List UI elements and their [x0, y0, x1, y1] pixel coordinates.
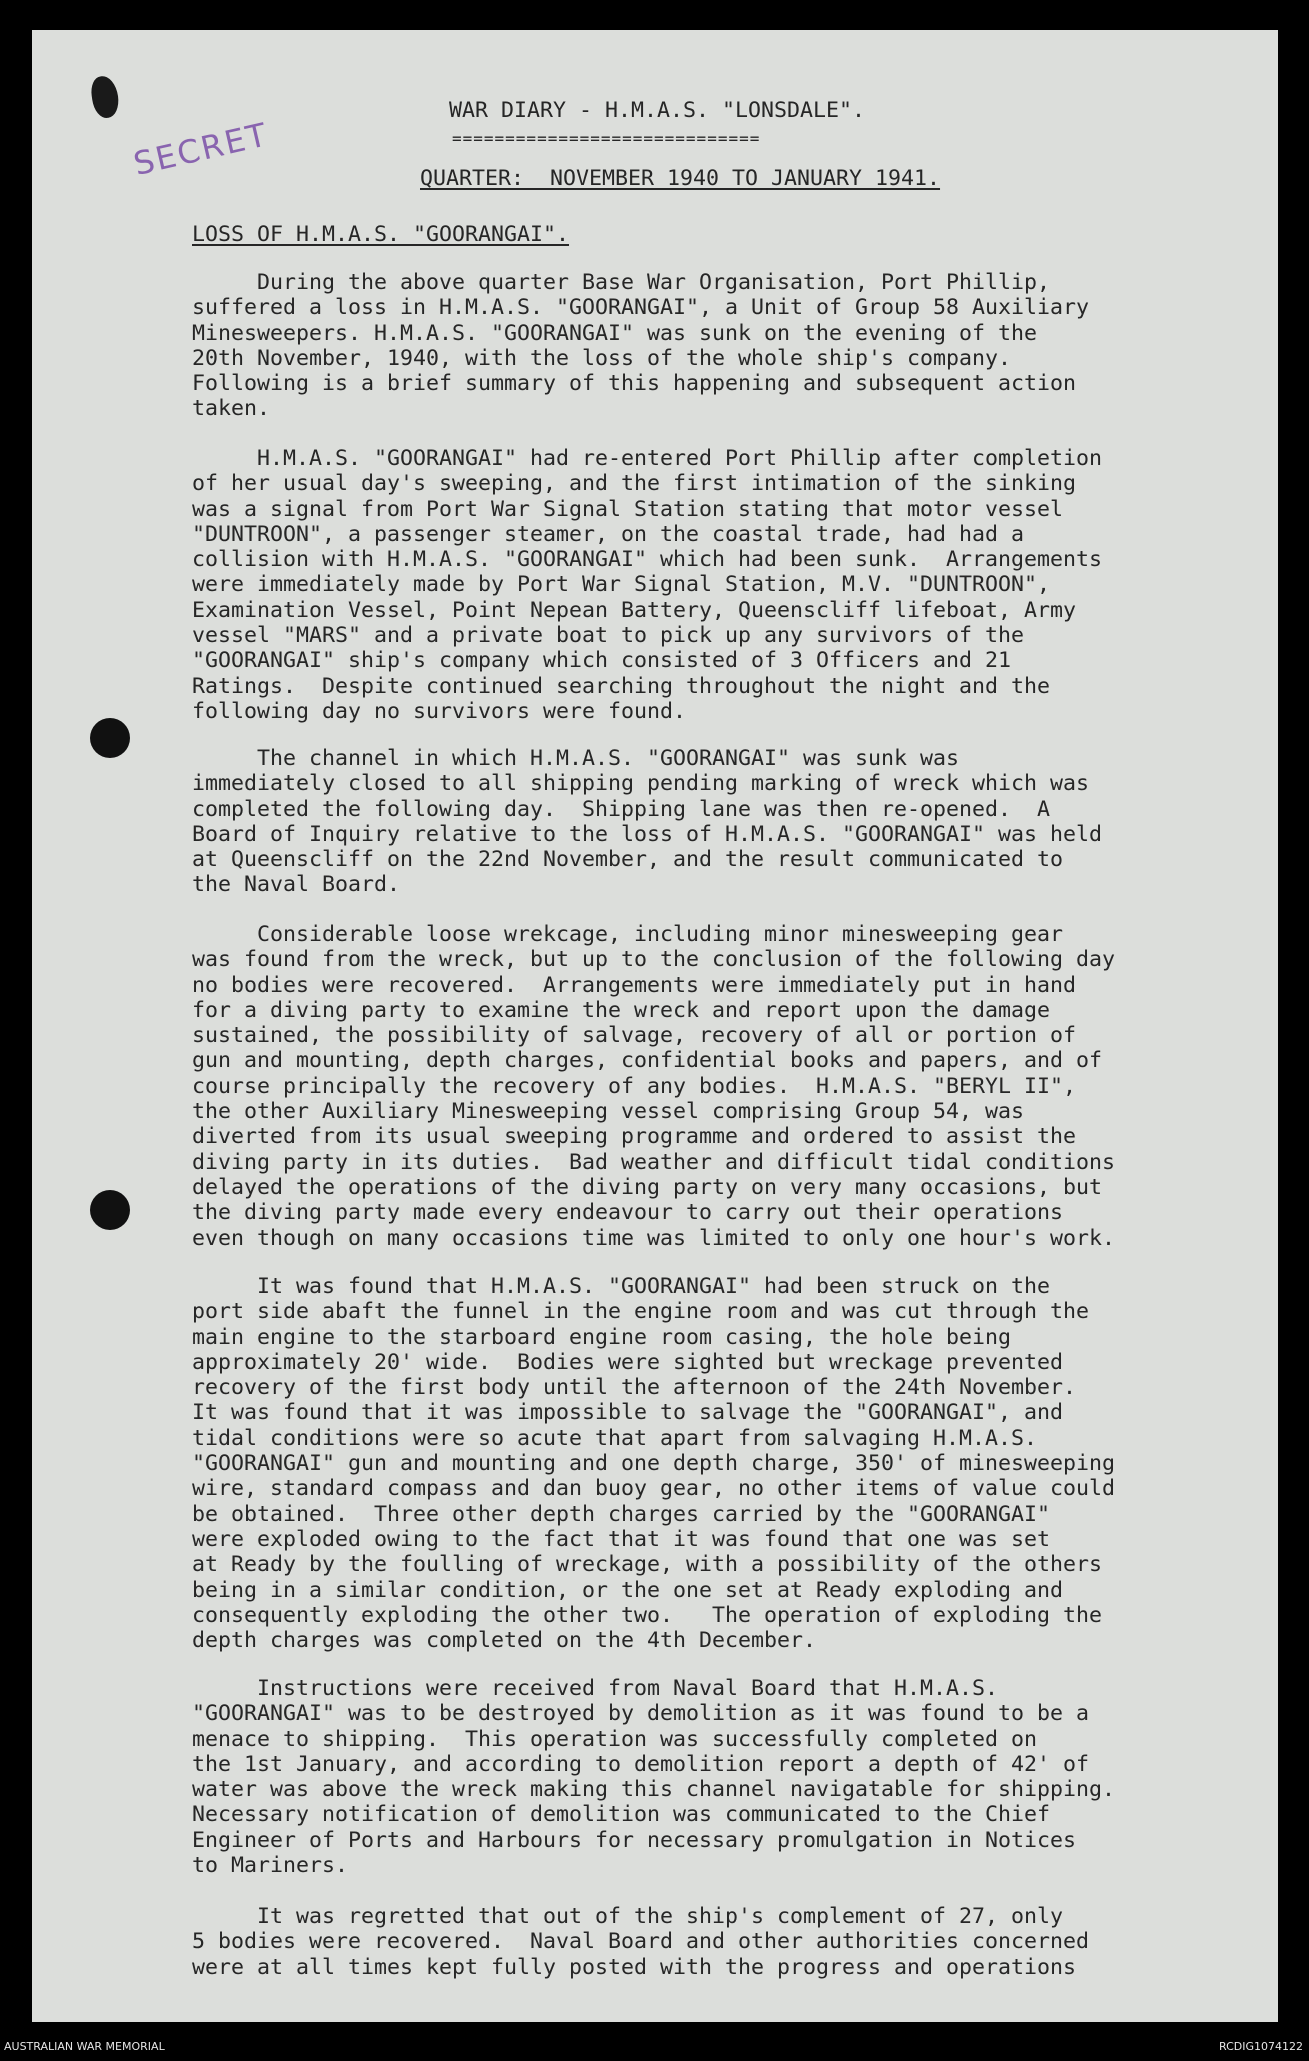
ink-blot	[89, 74, 121, 119]
text-line: completed the following day. Shipping lane was then re-opened. A	[192, 796, 1051, 822]
text-line: wire, standard compass and dan buoy gear, no other items of value could	[192, 1476, 1116, 1502]
text-line: Necessary notification of demolition was communicated to the Chief	[192, 1802, 1051, 1828]
text-line: even though on many occasions time was limited to only one hour's work.	[192, 1225, 1116, 1251]
text-line: of her usual day's sweeping, and the first intimation of the sinking	[192, 471, 1077, 497]
text-line: It was found that H.M.A.S. "GOORANGAI" had been struck on the	[192, 1274, 1051, 1299]
paragraph-3	[192, 746, 1102, 898]
text-line: Instructions were received from Naval Board that H.M.A.S.	[192, 1676, 999, 1701]
text-line: at Ready by the foulling of wreckage, with a possibility of the others	[192, 1552, 1103, 1578]
paragraph-4	[192, 922, 1115, 1251]
text-line: 5 bodies were recovered. Naval Board and other authorities concerned	[192, 1929, 1090, 1955]
text-line: was a signal from Port War Signal Station stating that motor vessel	[192, 496, 1064, 522]
quarter-heading: QUARTER: NOVEMBER 1940 TO JANUARY 1941.	[420, 166, 941, 191]
paragraph-2	[192, 446, 1102, 724]
text-line: The channel in which H.M.A.S. "GOORANGAI" was sunk was	[192, 746, 960, 771]
title-underline: =============================	[452, 129, 761, 148]
text-line: were at all times kept fully posted with the progress and operations	[192, 1954, 1077, 1980]
text-line: were immediately made by Port War Signal Station, M.V. "DUNTROON",	[192, 572, 1051, 598]
text-line: recovery of the first body until the afternoon of the 24th November.	[192, 1375, 1077, 1401]
text-line: 20th November, 1940, with the loss of the whole ship's company.	[192, 345, 1012, 371]
text-line: main engine to the starboard engine room casing, the hole being	[192, 1324, 1012, 1350]
text-line: diverted from its usual sweeping programme and ordered to assist the	[192, 1124, 1077, 1150]
text-line: port side abaft the funnel in the engine room and was cut through the	[192, 1299, 1090, 1325]
archive-reference: RCDIG1074122	[1218, 2040, 1303, 2053]
text-line: "DUNTROON", a passenger steamer, on the coastal trade, had had a	[192, 521, 1025, 547]
text-line: immediately closed to all shipping pending marking of wreck which was	[192, 771, 1090, 797]
text-line: taken.	[192, 396, 271, 422]
text-line: Board of Inquiry relative to the loss of H.M.A.S. "GOORANGAI" was held	[192, 821, 1103, 847]
paragraph-7	[192, 1904, 1089, 1980]
text-line: H.M.A.S. "GOORANGAI" had re-entered Port Phillip after completion	[192, 446, 1103, 471]
punch-hole-top	[90, 718, 130, 758]
text-line: menace to shipping. This operation was successfully completed on	[192, 1726, 1038, 1752]
text-line: course principally the recovery of any bodies. H.M.A.S. "BERYL II",	[192, 1073, 1077, 1099]
text-line: the diving party made every endeavour to carry out their operations	[192, 1200, 1064, 1226]
text-line: suffered a loss in H.M.A.S. "GOORANGAI", a Unit of Group 58 Auxiliary	[192, 295, 1090, 321]
text-line: diving party in its duties. Bad weather and difficult tidal conditions	[192, 1149, 1116, 1175]
text-line: Engineer of Ports and Harbours for necessary promulgation in Notices	[192, 1827, 1077, 1853]
text-line: "GOORANGAI" gun and mounting and one depth charge, 350' of minesweeping	[192, 1451, 1116, 1477]
document-title: WAR DIARY - H.M.A.S. "LONSDALE".	[449, 98, 866, 123]
text-line: the 1st January, and according to demolition report a depth of 42' of	[192, 1751, 1090, 1777]
text-line: "GOORANGAI" ship's company which consisted of 3 Officers and 21	[192, 648, 1012, 674]
text-line: Examination Vessel, Point Nepean Battery, Queenscliff lifeboat, Army	[192, 597, 1077, 623]
text-line: consequently exploding the other two. The operation of exploding the	[192, 1602, 1103, 1628]
punch-hole-bottom	[90, 1190, 130, 1230]
text-line: sustained, the possibility of salvage, recovery of all or portion of	[192, 1023, 1077, 1049]
archive-credit: AUSTRALIAN WAR MEMORIAL	[4, 2040, 165, 2053]
text-line: Minesweepers. H.M.A.S. "GOORANGAI" was sunk on the evening of the	[192, 320, 1038, 346]
text-line: Following is a brief summary of this happening and subsequent action	[192, 371, 1077, 397]
text-line: the Naval Board.	[192, 872, 401, 898]
text-line: to Mariners.	[192, 1853, 349, 1879]
text-line: were exploded owing to the fact that it was found that one was set	[192, 1526, 1051, 1552]
subject-heading: LOSS OF H.M.A.S. "GOORANGAI".	[192, 222, 570, 247]
paragraph-6	[192, 1676, 1115, 1878]
document-page	[32, 30, 1278, 2022]
text-line: It was found that it was impossible to salvage the "GOORANGAI", and	[192, 1400, 1064, 1426]
text-line: Considerable loose wrekcage, including minor minesweeping gear	[192, 922, 1064, 947]
text-line: at Queenscliff on the 22nd November, and the result communicated to	[192, 847, 1064, 873]
text-line: being in a similar condition, or the one set at Ready exploding and	[192, 1577, 1064, 1603]
text-line: for a diving party to examine the wreck and report upon the damage	[192, 997, 1051, 1023]
text-line: water was above the wreck making this channel navigatable for shipping.	[192, 1777, 1116, 1803]
text-line: During the above quarter Base War Organisation, Port Phillip,	[192, 270, 1051, 295]
text-line: be obtained. Three other depth charges carried by the "GOORANGAI"	[192, 1501, 1051, 1527]
text-line: vessel "MARS" and a private boat to pick up any survivors of the	[192, 623, 1025, 649]
text-line: collision with H.M.A.S. "GOORANGAI" which had been sunk. Arrangements	[192, 547, 1103, 573]
secret-stamp: SECRET	[130, 115, 272, 184]
text-line: gun and mounting, depth charges, confidential books and papers, and of	[192, 1048, 1103, 1074]
text-line: tidal conditions were so acute that apart from salvaging H.M.A.S.	[192, 1425, 1038, 1451]
text-line: approximately 20' wide. Bodies were sighted but wreckage prevented	[192, 1349, 1064, 1375]
text-line: following day no survivors were found.	[192, 698, 687, 724]
text-line: Ratings. Despite continued searching throughout the night and the	[192, 673, 1051, 699]
text-line: "GOORANGAI" was to be destroyed by demolition as it was found to be a	[192, 1701, 1090, 1727]
text-line: was found from the wreck, but up to the conclusion of the following day	[192, 947, 1116, 973]
text-line: no bodies were recovered. Arrangements were immediately put in hand	[192, 972, 1077, 998]
text-line: depth charges was completed on the 4th December.	[192, 1628, 817, 1654]
text-line: the other Auxiliary Minesweeping vessel comprising Group 54, was	[192, 1099, 1025, 1125]
paragraph-1	[192, 270, 1089, 422]
paragraph-5	[192, 1274, 1115, 1653]
text-line: It was regretted that out of the ship's complement of 27, only	[192, 1904, 1064, 1929]
text-line: delayed the operations of the diving party on very many occasions, but	[192, 1174, 1103, 1200]
